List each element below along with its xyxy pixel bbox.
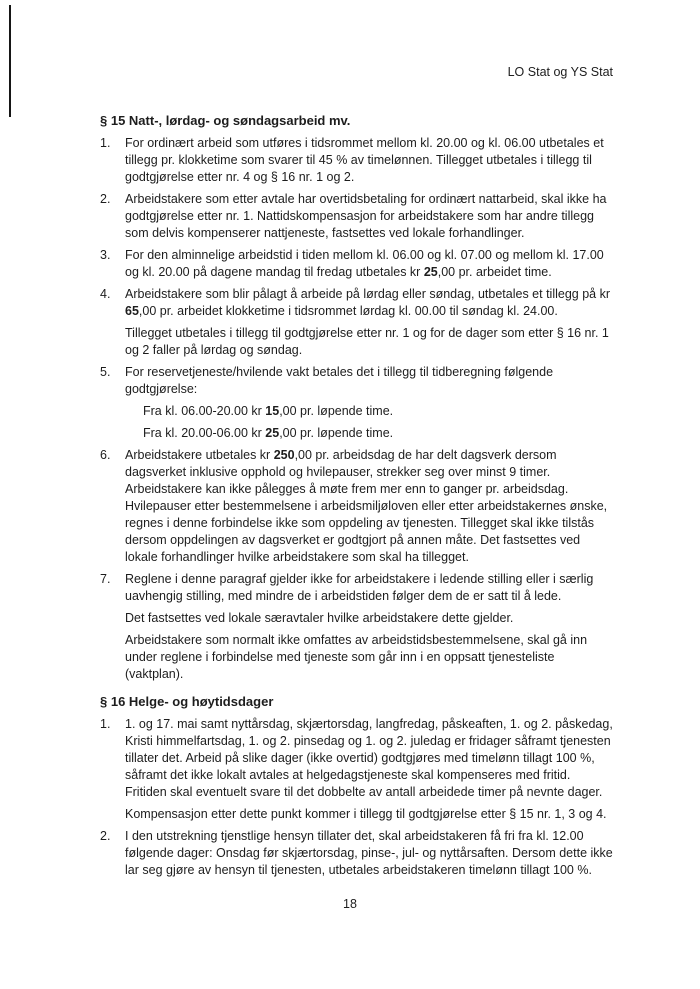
list-item <box>100 247 620 281</box>
section-heading: § 15 Natt-, lørdag- og søndagsarbeid mv. <box>100 113 351 128</box>
item-number: 1. <box>100 717 111 731</box>
paragraph: Tillegget utbetales i tillegg til godtgjørelse etter nr. 1 og for de dager som etter § 16 nr. 1 og 2 faller på lørdag og søndag. <box>125 326 609 357</box>
item-text: Arbeidstakere utbetales kr 250,00 pr. arbeidsdag de har delt dagsverk dersom dagsverket inklusive opphold og hvilepauser, strekker seg over minst 9 timer. Arbeidstakere kan ikke pålegges å møte frem mer enn to ganger pr. arbeidsdag. Hvilepauser etter bestemmelsene i arbeidsmiljøloven eller etter arbeidstakernes ønske, regnes i denne forbindelse ikke som oppdeling av tjenesten. Tillegget skal ikke tilstås dersom oppdelingen av dagsverket er godtgjort på annen måte. Det fastsettes ved lokale forhandlinger hvilke arbeidstakere som skal ha tillegget. <box>125 448 608 564</box>
paragraph: Det fastsettes ved lokale særavtaler hvilke arbeidstakere dette gjelder. <box>125 611 514 625</box>
page-header: LO Stat og YS Stat <box>507 65 613 79</box>
item-number: 5. <box>100 365 111 379</box>
item-number: 2. <box>100 829 111 843</box>
list-item <box>100 135 620 186</box>
paragraph: Kompensasjon etter dette punkt kommer i tillegg til godtgjørelse etter § 15 nr. 1, 3 og 4. <box>125 807 607 821</box>
item-number: 7. <box>100 572 111 586</box>
paragraph: Arbeidstakere som normalt ikke omfattes av arbeidstidsbestemmelsene, skal gå inn under reglene i forbindelse med tjeneste som går inn i en oppsatt tjenesteliste (vaktplan). <box>125 633 588 681</box>
list-item <box>100 286 620 320</box>
item-text: Arbeidstakere som etter avtale har overtidsbetaling for ordinært nattarbeid, skal ikke ha godtgjørelse etter nr. 1. Nattidskompensasjon for arbeidstakere som har andre tillegg som delvis kompenserer nattjeneste, fastsettes ved lokale forhandlinger. <box>125 192 607 240</box>
item-text: Arbeidstakere som blir pålagt å arbeide på lørdag eller søndag, utbetales et tillegg på kr 65,00 pr. arbeidet klokketime i tidsrommet lørdag kl. 00.00 til søndag kl. 24.00. <box>125 287 610 318</box>
list-item <box>100 447 620 566</box>
section-heading: § 16 Helge- og høytidsdager <box>100 694 274 709</box>
item-text: For reservetjeneste/hvilende vakt betales det i tillegg til tidberegning følgende godtgjørelse: <box>125 365 554 396</box>
item-number: 4. <box>100 287 111 301</box>
list-item <box>100 364 620 398</box>
item-number: 2. <box>100 192 111 206</box>
indented-line: Fra kl. 20.00-06.00 kr 25,00 pr. løpende time. <box>143 426 394 440</box>
item-number: 3. <box>100 248 111 262</box>
list-item <box>100 191 620 242</box>
item-text: For den alminnelige arbeidstid i tiden mellom kl. 06.00 og kl. 07.00 og mellom kl. 17.00 og kl. 20.00 på dagene mandag til fredag utbetales kr 25,00 pr. arbeidet time. <box>125 248 604 279</box>
item-number: 1. <box>100 136 111 150</box>
list-item <box>100 716 620 801</box>
item-text: I den utstrekning tjenstlige hensyn tillater det, skal arbeidstakeren få fri fra kl. 12.00 følgende dager: Onsdag før skjærtorsdag, pinse-, jul- og nyttårsaften. Dersom dette ikke lar seg gjøre av hensyn til tjenesten, utbetales arbeidstakeren timelønn tillagt 100 %. <box>125 829 613 877</box>
item-text: 1. og 17. mai samt nyttårsdag, skjærtorsdag, langfredag, påskeaften, 1. og 2. påskedag, Kristi himmelfartsdag, 1. og 2. pinsedag og 1. og 2. juledag er fridager såframt tjenesten tillater det. Arbeid på slike dager (ikke overtid) godtgjøres med timelønn tillagt 100 %, såframt det ikke lokalt avtales at helgedagstjeneste skal kompenseres med fritid. Fritiden skal eventuelt svare til det dobbelte av antall arbeidede timer på nevnte dager. <box>125 717 613 799</box>
item-text: Reglene i denne paragraf gjelder ikke for arbeidstakere i ledende stilling eller i særlig uavhengig stilling, med mindre de i arbeidstiden følger dem de er satt til å lede. <box>125 572 594 603</box>
list-item <box>100 571 620 605</box>
page-number: 18 <box>343 897 357 911</box>
item-text: For ordinært arbeid som utføres i tidsrommet mellom kl. 20.00 og kl. 06.00 utbetales et tillegg pr. klokketime som svarer til 45 % av timelønnen. Tillegget utbetales i tillegg til godtgjørelse etter nr. 4 og § 16 nr. 1 og 2. <box>125 136 604 184</box>
scan-artifact-line <box>9 5 11 117</box>
document-content <box>100 112 620 884</box>
item-number: 6. <box>100 448 111 462</box>
list-item <box>100 828 620 879</box>
indented-line: Fra kl. 06.00-20.00 kr 15,00 pr. løpende time. <box>143 404 394 418</box>
